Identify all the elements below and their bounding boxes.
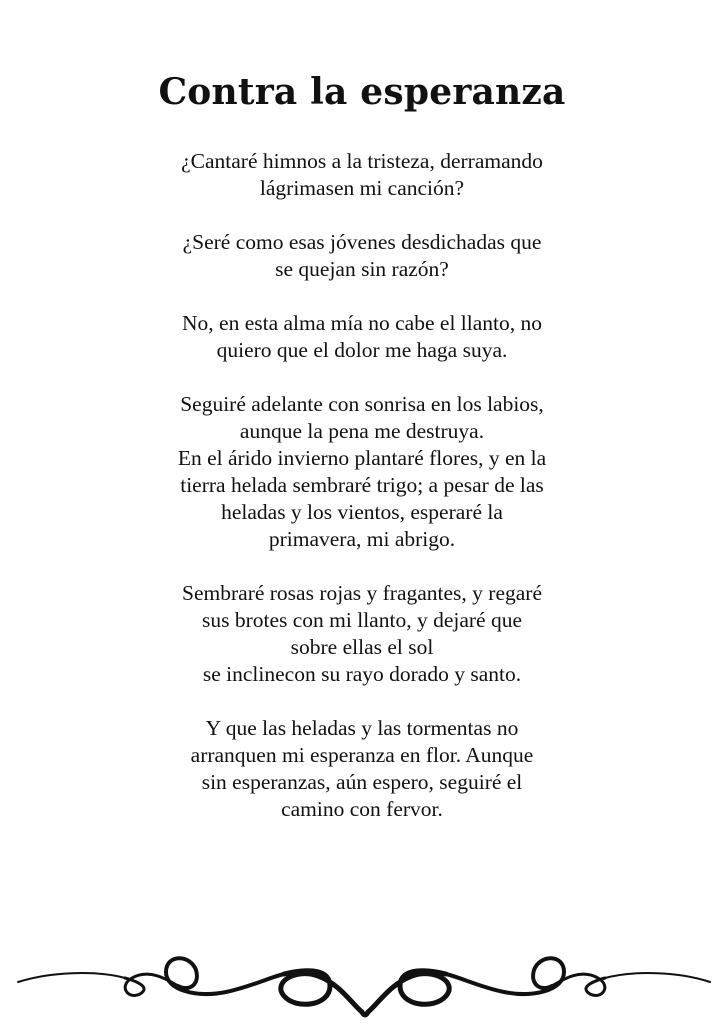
poem-line: Sembraré rosas rojas y fragantes, y regaré (182, 581, 542, 605)
poem-line: sobre ellas el sol (290, 635, 434, 659)
poem-line: primavera, mi abrigo. (268, 527, 456, 551)
poem-line: tierra helada sembraré trigo; a pesar de las (180, 473, 544, 497)
stanza-2 (112, 229, 612, 283)
poem-body (112, 148, 612, 850)
poem-line: Y que las heladas y las tormentas no (205, 716, 519, 740)
poem-line: ¿Cantaré himnos a la tristeza, derramando (181, 149, 543, 173)
stanza-4 (112, 391, 612, 445)
poem-line: se inclinecon su rayo dorado y santo. (202, 662, 522, 686)
poem-line: quiero que el dolor me haga suya. (216, 338, 508, 362)
poem-line: sus brotes con mi llanto, y dejaré que (201, 608, 523, 632)
poem-line: aunque la pena me destruya. (239, 419, 485, 443)
poem-line: sin esperanzas, aún espero, seguiré el (201, 770, 523, 794)
poem-line: lágrimasen mi canción? (259, 176, 465, 200)
poem-title: Contra la esperanza (158, 71, 566, 113)
swirl-ornament-icon (0, 920, 724, 1024)
poem-line: Seguiré adelante con sonrisa en los labios, (180, 392, 544, 416)
stanza-6 (112, 580, 612, 688)
poem-line: camino con fervor. (281, 797, 443, 821)
stanza-7 (112, 715, 612, 823)
stanza-5 (112, 445, 612, 553)
poem-line: arranquen mi esperanza en flor. Aunque (190, 743, 534, 767)
poem-line: En el árido invierno plantaré flores, y en la (177, 446, 547, 470)
poem-line: No, en esta alma mía no cabe el llanto, no (182, 311, 542, 335)
stanza-1 (112, 148, 612, 202)
poem-line: ¿Seré como esas jóvenes desdichadas que (182, 230, 542, 254)
poem-line: se quejan sin razón? (275, 257, 449, 281)
poem-line: heladas y los vientos, esperaré la (221, 500, 503, 524)
stanza-3 (112, 310, 612, 364)
